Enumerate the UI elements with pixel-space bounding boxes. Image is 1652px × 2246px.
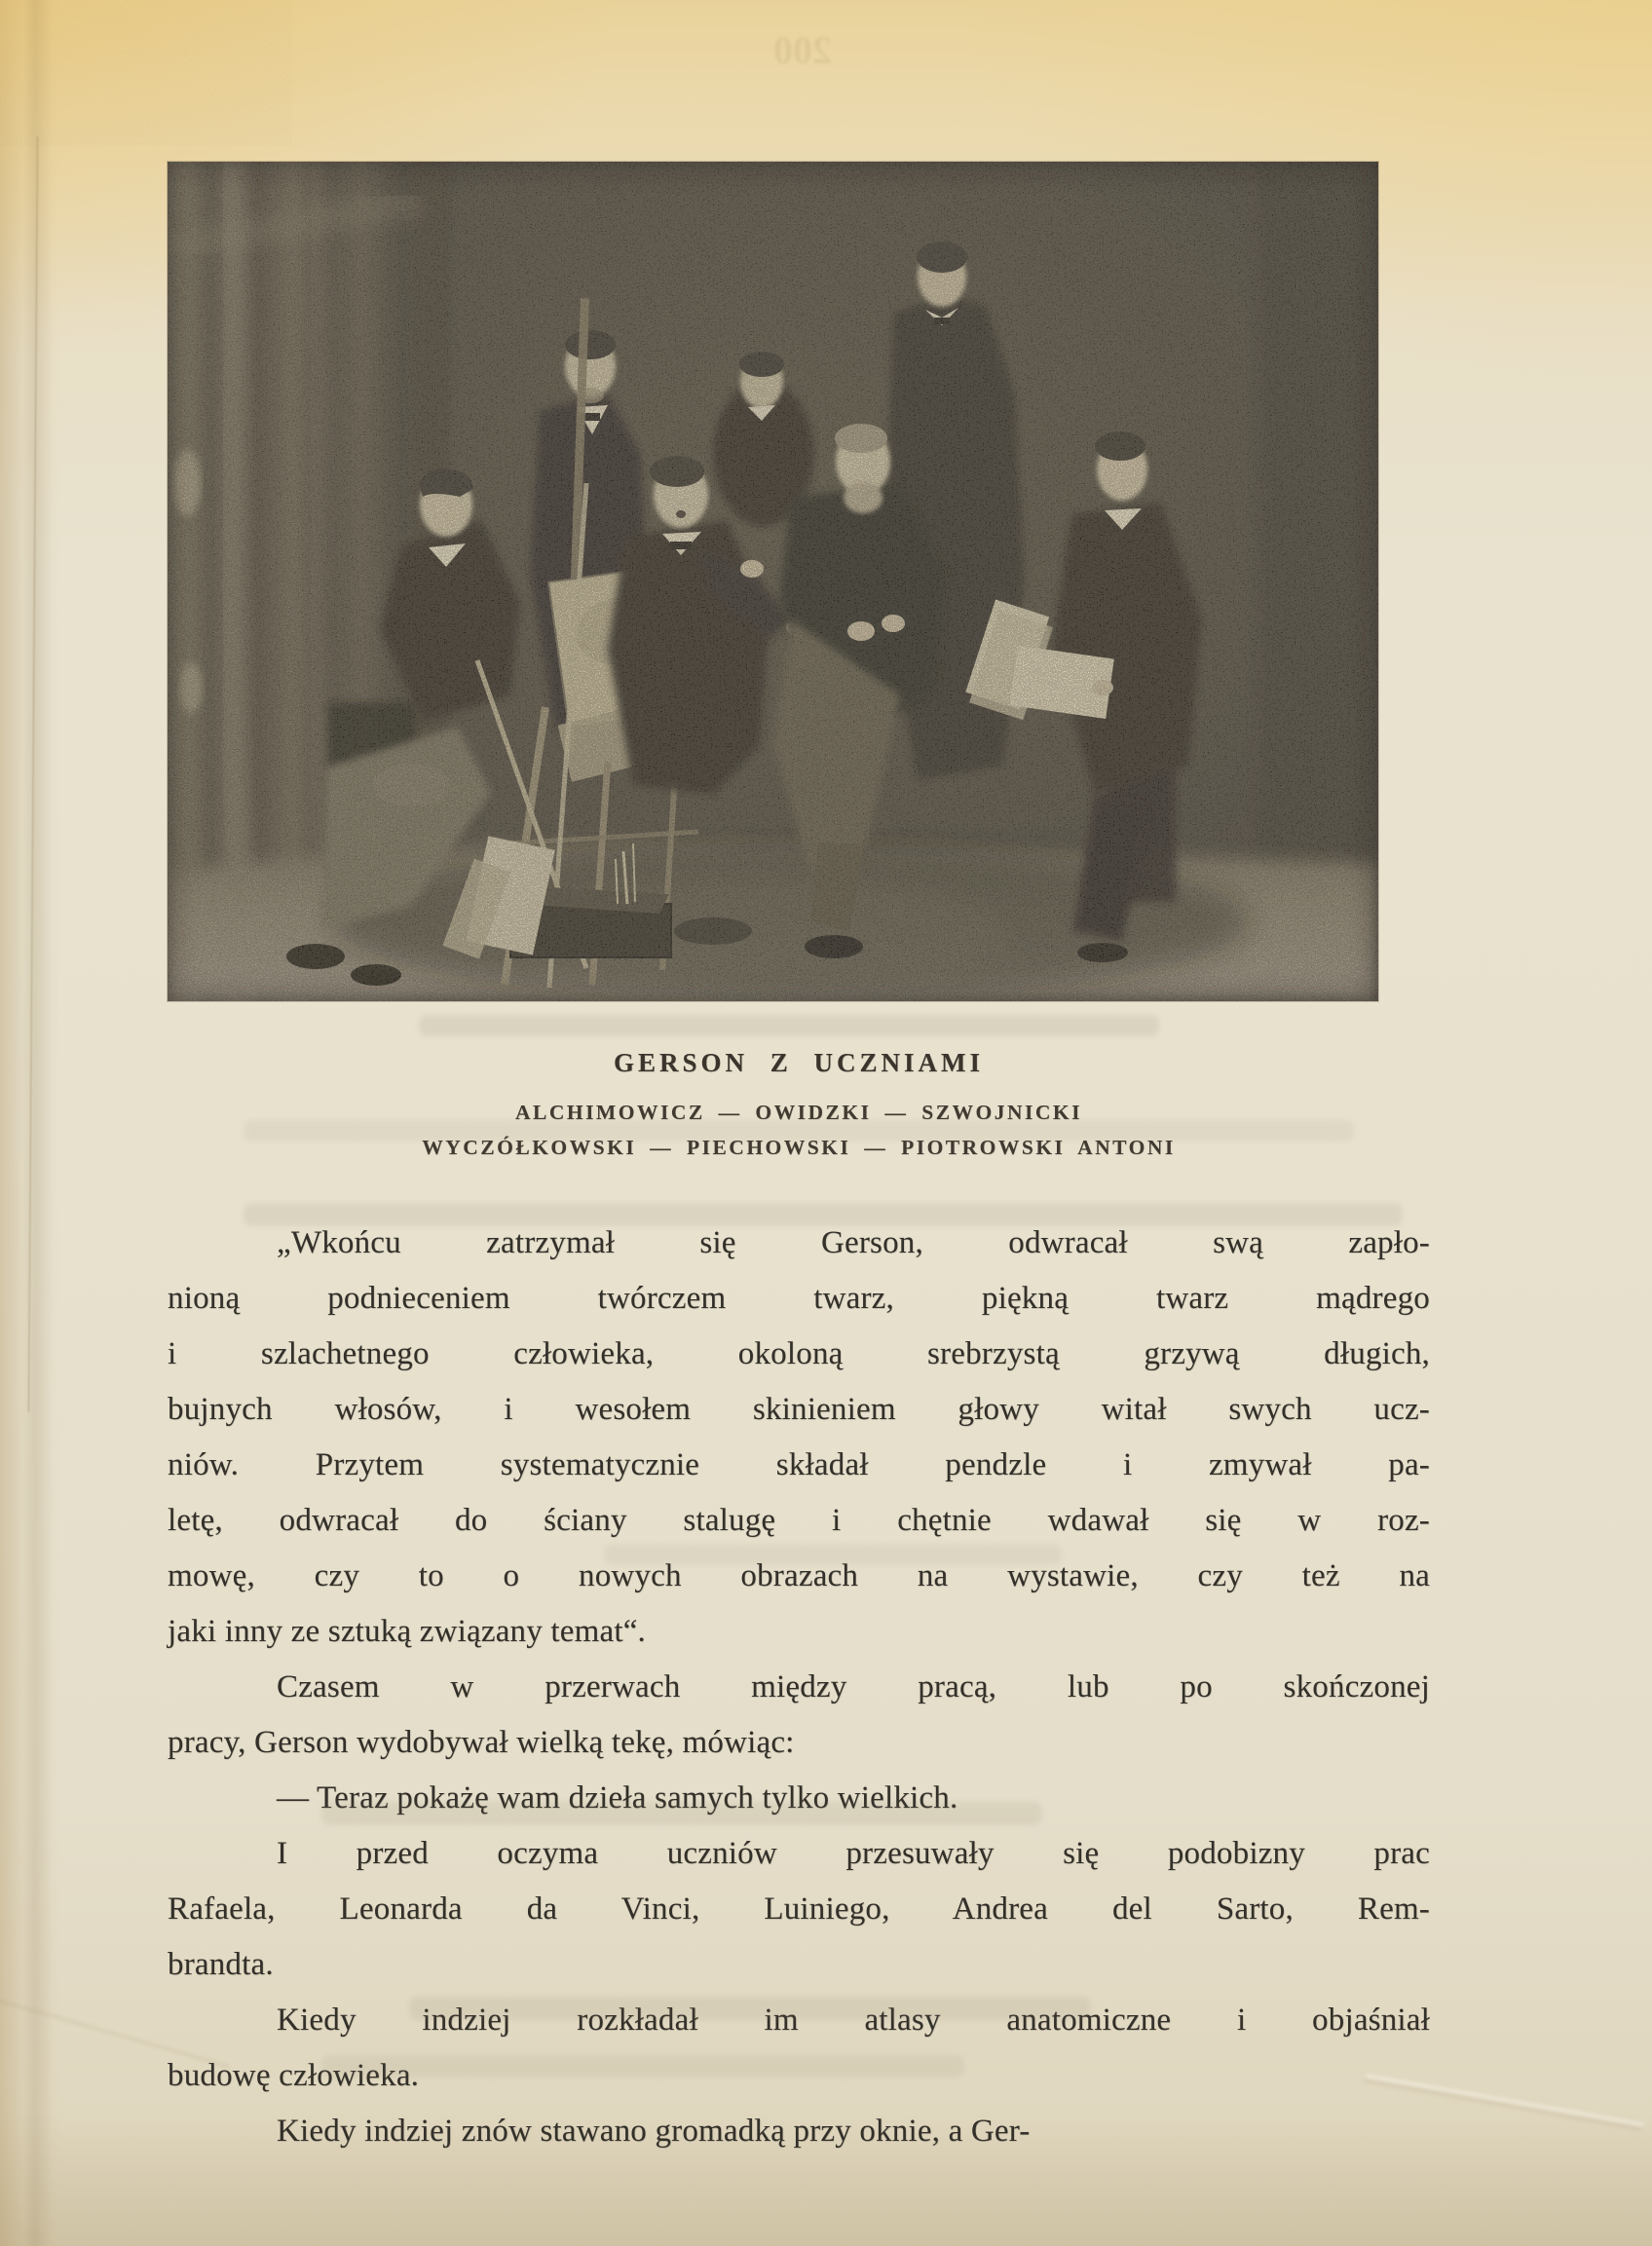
body-line: Czasem w przerwach między pracą, lub po skończonej bbox=[277, 1669, 1430, 1704]
group-photo bbox=[168, 162, 1378, 1001]
left-page-edge-shadow bbox=[23, 0, 53, 2246]
body-line: Kiedy indziej rozkładał im atlasy anatomiczne i objaśniał bbox=[277, 2003, 1430, 2038]
body-line: bujnych włosów, i wesołem skinieniem głowy witał swych ucz- bbox=[168, 1392, 1430, 1427]
body-line: jaki inny ze sztuką związany temat“. bbox=[168, 1614, 646, 1649]
bleed-through-page-number: 200 bbox=[773, 28, 832, 72]
body-text bbox=[168, 1216, 1430, 2159]
body-line: budowę człowieka. bbox=[168, 2058, 420, 2093]
body-line: Rafaela, Leonarda da Vinci, Luiniego, Andrea del Sarto, Rem- bbox=[168, 1891, 1430, 1927]
body-line: I przed oczyma uczniów przesuwały się podobizny prac bbox=[277, 1836, 1430, 1871]
body-line: mowę, czy to o nowych obrazach na wystawie, czy też na bbox=[168, 1558, 1430, 1593]
halftone-dark-grain bbox=[168, 162, 1378, 1001]
bleed-through-line bbox=[419, 1015, 1159, 1036]
body-line: nioną podnieceniem twórczem twarz, piękną twarz mądrego bbox=[168, 1281, 1430, 1316]
body-line: brandta. bbox=[168, 1947, 274, 1982]
group-photo-illustration bbox=[168, 162, 1378, 1001]
body-line: — Teraz pokażę wam dzieła samych tylko wielkich. bbox=[277, 1780, 958, 1816]
body-line: pracy, Gerson wydobywał wielką tekę, mówiąc: bbox=[168, 1725, 795, 1760]
body-line: Kiedy indziej znów stawano gromadką przy oknie, a Ger- bbox=[277, 2114, 1031, 2149]
photo-caption-credits-line1: ALCHIMOWICZ — OWIDZKI — SZWOJNICKI bbox=[514, 1101, 1083, 1124]
body-line: niów. Przytem systematycznie składał pendzle i zmywał pa- bbox=[168, 1447, 1430, 1482]
photo-caption-credits-line2: WYCZÓŁKOWSKI — PIECHOWSKI — PIOTROWSKI ANTONI bbox=[422, 1136, 1176, 1159]
body-line: letę, odwracał do ściany stalugę i chętnie wdawał się w roz- bbox=[168, 1503, 1430, 1538]
body-line: „Wkońcu zatrzymał się Gerson, odwracał swą zapło- bbox=[277, 1225, 1430, 1260]
body-line: i szlachetnego człowieka, okoloną srebrzystą grzywą długich, bbox=[168, 1336, 1430, 1371]
photo-caption-title: GERSON Z UCZNIAMI bbox=[613, 1048, 985, 1077]
